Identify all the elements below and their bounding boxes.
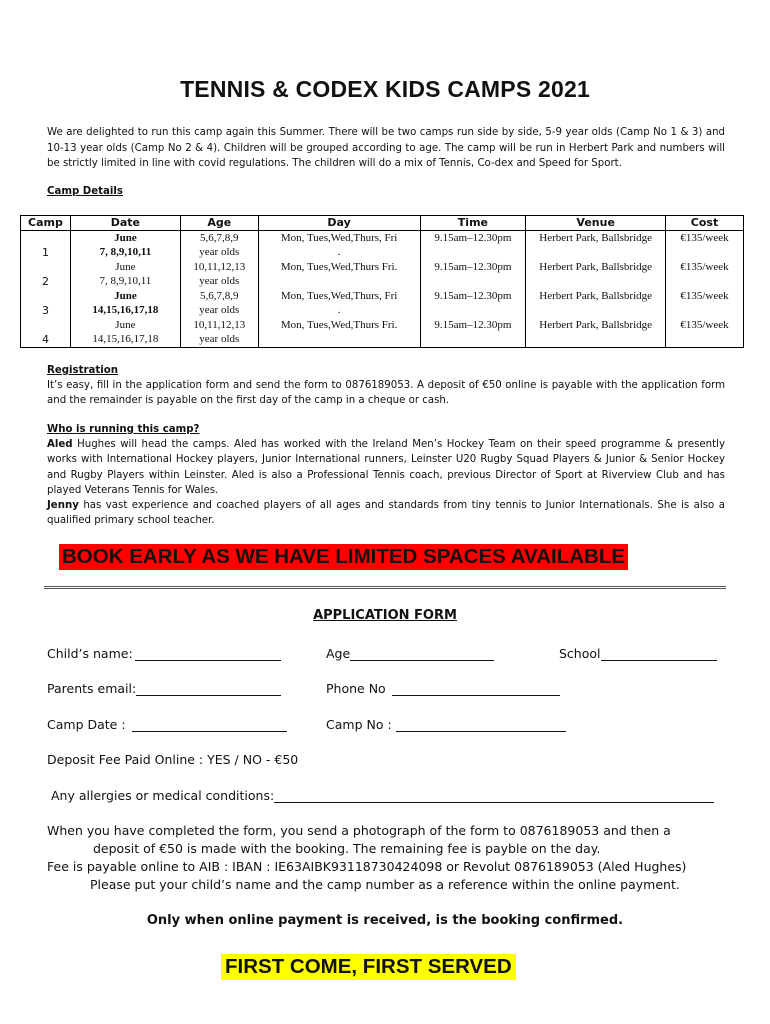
- table-header-row: [21, 216, 744, 231]
- cell-cost: €135/week: [666, 289, 744, 318]
- section-divider: [44, 586, 726, 589]
- application-form-title: APPLICATION FORM: [313, 608, 457, 623]
- age-unit: year olds: [199, 333, 240, 345]
- page-title: TENNIS & CODEX KIDS CAMPS 2021: [180, 76, 590, 102]
- age-unit: year olds: [199, 275, 240, 287]
- age-line[interactable]: [350, 646, 494, 661]
- header-camp: Camp: [21, 216, 71, 231]
- camp-details-heading: Camp Details: [47, 186, 123, 197]
- aled-bio: Hughes will head the camps. Aled has worked with the Ireland Men’s Hockey Team on their speed programme & presently works with International Hockey players, Junior International runners, Leinster U20 Rugby Squad Players & Junior & Senior Hockey and Rugby Players within Leinster. Aled is also a Professional Tennis coach, previous Director of Sport at Riverview Club and has played Veterans Tennis for Wales.: [47, 439, 725, 496]
- aled-name: Aled: [47, 439, 73, 450]
- camp-date-line[interactable]: [132, 717, 287, 732]
- table-row: [21, 260, 744, 289]
- cell-camp: 4: [21, 318, 71, 348]
- date-days: 7, 8,9,10,11: [99, 275, 152, 287]
- cell-day: [258, 318, 420, 348]
- date-month: June: [114, 232, 137, 244]
- allergies-field[interactable]: [51, 788, 714, 803]
- camp-date-label: Camp Date :: [47, 717, 126, 732]
- age-unit: year olds: [199, 304, 240, 316]
- header-day: Day: [258, 216, 420, 231]
- cell-age: [180, 231, 258, 261]
- cell-time: 9.15am–12.30pm: [420, 231, 526, 261]
- phone-line[interactable]: [392, 681, 560, 696]
- camp-date-field[interactable]: [47, 717, 287, 732]
- book-early-banner: BOOK EARLY AS WE HAVE LIMITED SPACES AVAILABLE: [59, 544, 628, 570]
- table-row: [21, 318, 744, 348]
- cell-venue: Herbert Park, Ballsbridge: [526, 231, 666, 261]
- instructions-line-1: When you have completed the form, you send a photograph of the form to 0876189053 and then a: [47, 823, 671, 838]
- cell-date: [70, 318, 180, 348]
- header-cost: Cost: [666, 216, 744, 231]
- day-list: Mon, Tues,Wed,Thurs Fri.: [280, 261, 398, 273]
- date-month: June: [114, 290, 137, 302]
- age-range: 5,6,7,8,9: [200, 290, 239, 302]
- camp-no-line[interactable]: [396, 717, 566, 732]
- cell-age: [180, 289, 258, 318]
- cell-time: 9.15am–12.30pm: [420, 318, 526, 348]
- deposit-paid-field: Deposit Fee Paid Online : YES / NO - €50: [47, 752, 299, 767]
- header-time: Time: [420, 216, 526, 231]
- jenny-bio: has vast experience and coached players of all ages and standards from tiny tennis to Junior Internationals. She is also a qualified primary school teacher.: [47, 500, 725, 527]
- age-range: 5,6,7,8,9: [200, 232, 239, 244]
- cell-time: 9.15am–12.30pm: [420, 289, 526, 318]
- cell-camp: 2: [21, 260, 71, 289]
- date-days: 14,15,16,17,18: [92, 304, 159, 316]
- instructions-line-2: deposit of €50 is made with the booking. The remaining fee is payble on the day.: [93, 841, 601, 856]
- first-come-banner: FIRST COME, FIRST SERVED: [221, 954, 516, 980]
- aled-paragraph: [47, 437, 725, 498]
- parents-email-label: Parents email:: [47, 681, 137, 696]
- header-venue: Venue: [526, 216, 666, 231]
- table-row: [21, 289, 744, 318]
- childs-name-label: Child’s name:: [47, 646, 133, 661]
- cell-date: [70, 231, 180, 261]
- school-label: School: [559, 646, 601, 661]
- cell-venue: Herbert Park, Ballsbridge: [526, 289, 666, 318]
- booking-confirmation-note: Only when online payment is received, is the booking confirmed.: [146, 913, 624, 928]
- day-list: Mon, Tues,Wed,Thurs, Fri: [280, 232, 398, 244]
- parents-email-field[interactable]: [47, 681, 281, 696]
- camp-schedule-table: [20, 215, 744, 348]
- age-unit: year olds: [199, 246, 240, 258]
- cell-age: [180, 260, 258, 289]
- cell-date: [70, 260, 180, 289]
- date-days: 14,15,16,17,18: [92, 333, 159, 345]
- table-row: [21, 231, 744, 261]
- cell-venue: Herbert Park, Ballsbridge: [526, 260, 666, 289]
- cell-cost: €135/week: [666, 260, 744, 289]
- jenny-paragraph: [47, 498, 725, 529]
- cell-camp: 3: [21, 289, 71, 318]
- cell-date: [70, 289, 180, 318]
- day-list: Mon, Tues,Wed,Thurs, Fri: [280, 290, 398, 302]
- age-range: 10,11,12,13: [193, 261, 246, 273]
- instructions-line-4: Please put your child’s name and the camp number as a reference within the online payment.: [90, 877, 680, 892]
- date-month: June: [115, 261, 136, 273]
- childs-name-line[interactable]: [135, 646, 281, 661]
- jenny-name: Jenny: [47, 500, 79, 511]
- cell-time: 9.15am–12.30pm: [420, 260, 526, 289]
- age-label: Age: [326, 646, 351, 661]
- who-heading: Who is running this camp?: [47, 424, 200, 435]
- camp-no-label: Camp No :: [326, 717, 392, 732]
- cell-day: [258, 231, 420, 261]
- phone-label: Phone No: [326, 681, 386, 696]
- school-line[interactable]: [601, 646, 717, 661]
- date-days: 7, 8,9,10,11: [99, 246, 152, 258]
- registration-text: It’s easy, fill in the application form and send the form to 0876189053. A deposit of €50 online is payable with the application form and the remainder is payable on the first day of the camp in a cheque or cash.: [47, 380, 725, 407]
- camp-no-field[interactable]: [326, 717, 566, 732]
- cell-age: [180, 318, 258, 348]
- cell-cost: €135/week: [666, 318, 744, 348]
- cell-camp: 1: [21, 231, 71, 261]
- allergies-label: Any allergies or medical conditions:: [51, 788, 275, 803]
- parents-email-line[interactable]: [136, 681, 281, 696]
- intro-paragraph: We are delighted to run this camp again this Summer. There will be two camps run side by side, 5-9 year olds (Camp No 1 & 3) and 10-13 year olds (Camp No 2 & 4). Children will be grouped according to age. The camp will be run in Herbert Park and numbers will be strictly limited in line with covid regulations. The children will do a mix of Tennis, Co-dex and Speed for Sport.: [47, 127, 725, 169]
- age-range: 10,11,12,13: [193, 319, 246, 331]
- day-list: Mon, Tues,Wed,Thurs Fri.: [280, 319, 398, 331]
- phone-field[interactable]: [326, 681, 560, 696]
- childs-name-field[interactable]: [47, 646, 281, 661]
- day-suffix: .: [337, 304, 341, 316]
- age-field[interactable]: [326, 646, 494, 661]
- instructions-line-3: Fee is payable online to AIB : IBAN : IE63AIBK93118730424098 or Revolut 0876189053 (Aled Hughes): [47, 859, 687, 874]
- cell-day: [258, 260, 420, 289]
- header-date: Date: [70, 216, 180, 231]
- registration-heading: Registration: [47, 365, 118, 376]
- school-field[interactable]: [559, 646, 717, 661]
- date-month: June: [115, 319, 136, 331]
- cell-day: [258, 289, 420, 318]
- day-suffix: .: [337, 246, 341, 258]
- cell-cost: €135/week: [666, 231, 744, 261]
- allergies-line[interactable]: [274, 788, 714, 803]
- cell-venue: Herbert Park, Ballsbridge: [526, 318, 666, 348]
- header-age: Age: [180, 216, 258, 231]
